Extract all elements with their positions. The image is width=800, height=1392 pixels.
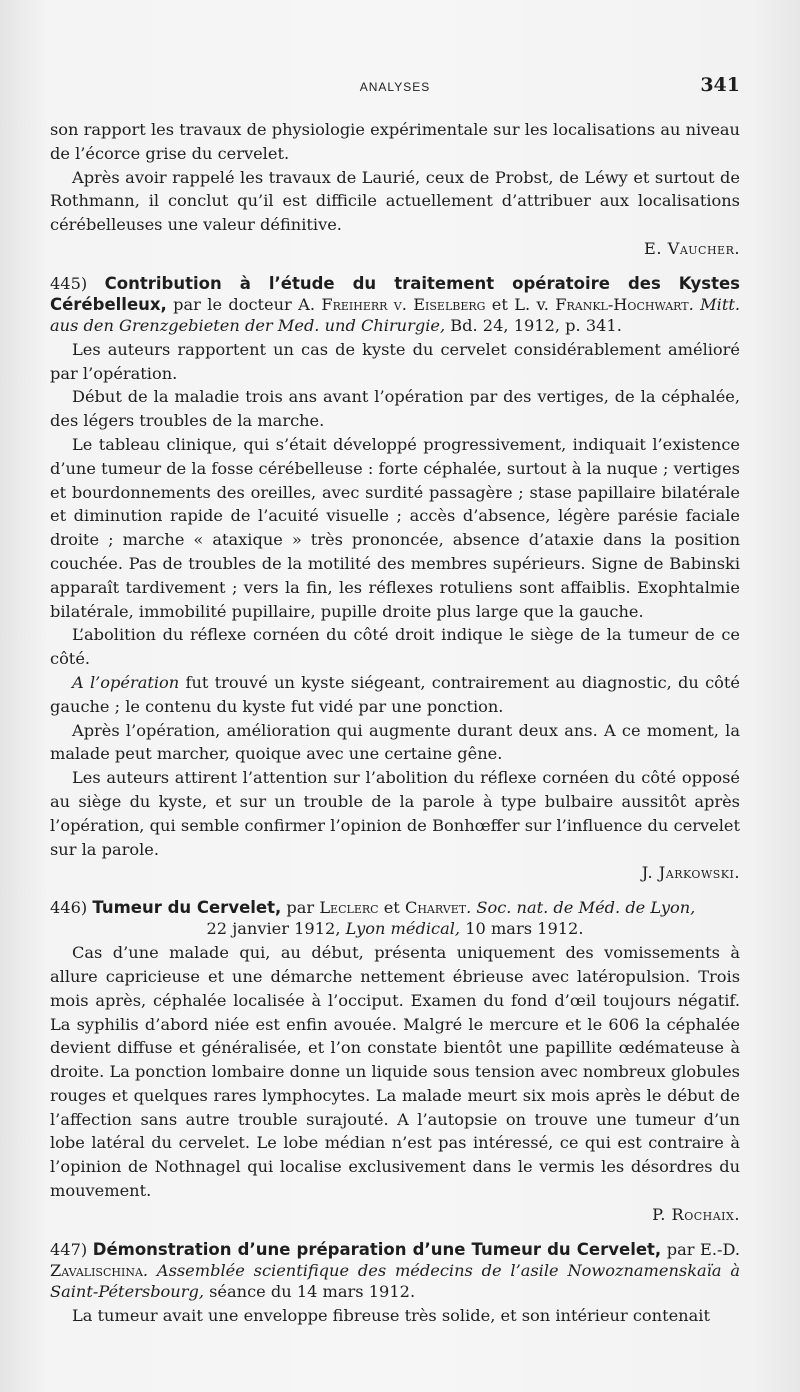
running-head: ANALYSES [359, 80, 431, 94]
by-text: par E.-D. [661, 1239, 740, 1259]
signature-text: J. Jarkowski. [641, 863, 740, 883]
author-name: Leclerc [319, 898, 379, 918]
article-445-paragraph: Le tableau clinique, qui s’était développé progressivement, indiquait l’existence d’une tumeur de la fosse cérébelleuse : forte céphalée, surtout à la nuque ; vertiges et bourdonnements des oreilles, avec surdité passagère ; stase papillaire bilatérale et diminution rapide de l’acuité visuelle ; accès d’absence, légère parésie faciale droite ; marche « ataxique » très prononcée, absence d’ataxie dans la position couchée. Pas de troubles de la motilité des membres supérieurs. Signe de Babinski apparaît tardivement ; vers la fin, les réflexes rotuliens sont affaiblis. Exophtalmie bilatérale, immobilité pupillaire, pupille droite plus large que la gauche. [50, 434, 740, 621]
reference: Bd. 24, 1912, p. 341. [445, 315, 622, 335]
article-445-paragraph [50, 671, 740, 719]
date-text: 22 janvier 1912, [206, 919, 346, 939]
article-title: Tumeur du Cervelet, [92, 898, 282, 918]
article-445-paragraph: Les auteurs attirent l’attention sur l’abolition du réflexe cornéen du côté opposé au siège du kyste, et sur un trouble de la parole à type bulbaire aussitôt après l’opération, qui semble confirmer l’opinion de Bonhœffer sur l’influence du cervelet sur la parole. [50, 768, 740, 859]
journal-name: . Soc. nat. de Méd. de Lyon, [466, 898, 696, 918]
page-number: 341 [700, 74, 740, 96]
article-title: Contribution à l’étude du traitement opératoire des Kystes Cérébelleux, [50, 273, 740, 314]
article-446-paragraph: Cas d’une malade qui, au début, présenta uniquement des vomissements à allure capricieuse et une démarche nettement ébrieuse avec latéropulsion. Trois mois après, céphalée localisée à l’occiput. Examen du fond d’œil toujours négatif. La syphilis d’abord niée est enfin avouée. Malgré le mercure et le 606 la céphalée devient diffuse et généralisée, et l’on constate bientôt une papillite œdémateuse à droite. La ponction lombaire donne un liquide sous tension avec nombreux globules rouges et quelques rares lymphocytes. La malade meurt six mois après le début de l’affection sans autre trouble surajouté. A l’autopsie on trouve une tumeur d’un lobe latéral du cervelet. Le lobe médian n’est pas intéressé, ce qui est contraire à l’opinion de Nothnagel qui localise exclusivement dans le vermis les désordres du mouvement. [50, 943, 740, 1201]
journal-name: . Mitt. aus den Grenzgebieten der Med. und Chirurgie, [50, 294, 741, 335]
by-text: par le docteur A. [166, 294, 322, 314]
journal-name: Lyon médical, [345, 919, 461, 939]
author-name: Zavalischina [50, 1260, 143, 1280]
article-447-heading [50, 1239, 740, 1302]
page-header [50, 74, 740, 100]
by-text: par [281, 898, 320, 918]
article-445-heading [50, 273, 740, 336]
article-number: 446) [50, 898, 88, 918]
author-name: Charvet [404, 898, 467, 918]
article-title: Démonstration d’une préparation d’une Tumeur du Cervelet, [92, 1239, 662, 1259]
date-text: séance du 14 mars 1912. [203, 1281, 416, 1301]
author-name: Freiherr v. Eiselberg [321, 294, 486, 314]
article-445-paragraph: Les auteurs rapportent un cas de kyste du cervelet considérablement amélioré par l’opération. [50, 339, 740, 383]
date-text: 10 mars 1912. [460, 919, 584, 939]
signature-text: E. Vaucher. [644, 238, 740, 258]
and-text: et L. v. [485, 294, 556, 314]
heading-second-line [50, 918, 740, 939]
article-number: 447) [50, 1239, 88, 1259]
article-447-paragraph: La tumeur avait une enveloppe fibreuse très solide, et son intérieur contenait [72, 1305, 710, 1325]
article-445-paragraph: Début de la maladie trois ans avant l’opération par des vertiges, de la céphalée, des légers troubles de la marche. [50, 387, 740, 431]
article-number: 445) [50, 273, 88, 293]
signature-text: P. Rochaix. [652, 1204, 740, 1224]
journal-name: . Assemblée scientifique des médecins de l’asile Nowoznamenskaïa à Saint-Pétersbourg, [50, 1260, 740, 1301]
page-body [50, 118, 740, 1327]
article-446-signature [50, 1203, 740, 1227]
intro-paragraph-1: son rapport les travaux de physiologie expérimentale sur les localisations au niveau de l’écorce grise du cervelet. [50, 120, 740, 163]
italic-lead: A l’opération [72, 672, 180, 692]
paragraph-text: fut trouvé un kyste siégeant, contrairement au diagnostic, du côté gauche ; le contenu du kyste fut vidé par une ponction. [50, 672, 740, 716]
article-446-heading [50, 897, 740, 939]
author-name: Frankl-Hochwart [555, 294, 689, 314]
article-445-signature [50, 861, 740, 885]
intro-signature [50, 237, 740, 261]
article-445-paragraph: Après l’opération, amélioration qui augmente durant deux ans. A ce moment, la malade peut marcher, quoique avec une certaine gêne. [50, 720, 740, 764]
article-445-paragraph: L’abolition du réflexe cornéen du côté droit indique le siège de la tumeur de ce côté. [50, 625, 740, 669]
and-text: et [378, 898, 405, 918]
intro-paragraph-2: Après avoir rappelé les travaux de Laurié, ceux de Probst, de Léwy et surtout de Rothmann, il conclut qu’il est difficile actuellement d’attribuer aux localisations cérébelleuses une valeur définitive. [50, 167, 740, 235]
